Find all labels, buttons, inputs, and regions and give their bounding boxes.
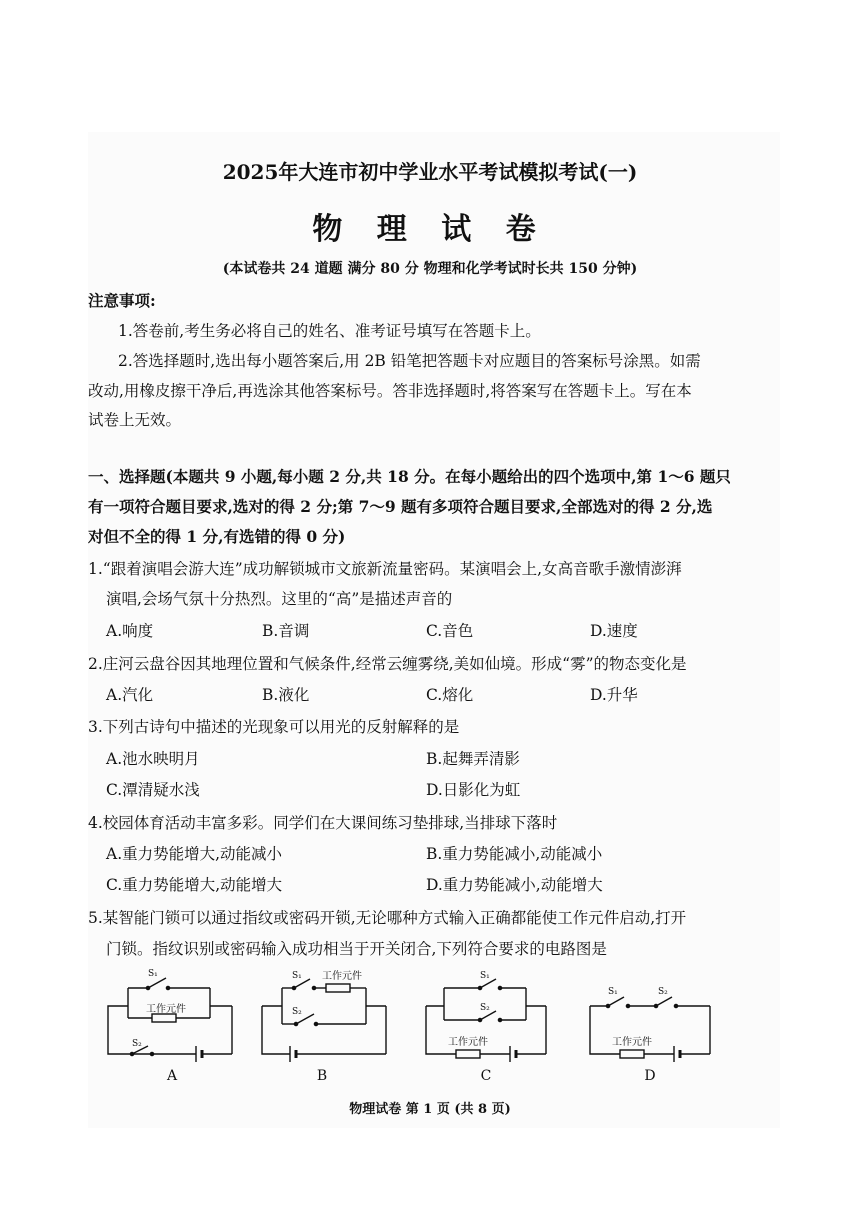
question-5-line-1: 5.某智能门锁可以通过指纹或密码开锁,无论哪种方式输入正确都能使工作元件启动,打开 [88,909,687,927]
circuit-a-label: A [166,1068,178,1084]
circuit-a-diagram [104,966,238,1066]
circuit-b-label: B [316,1068,328,1084]
question-2-option-b: B.液化 [262,686,310,704]
circuit-d-s2-label: S₂ [658,987,668,997]
question-5-line-2: 门锁。指纹识别或密码输入成功相当于开关闭合,下列符合要求的电路图是 [106,940,607,958]
question-2-option-d: D.升华 [590,686,638,704]
question-2-option-a: A.汽化 [106,686,154,704]
circuit-c-s2-label: S₂ [480,1003,490,1013]
notice-item-2-line-1: 2.答选择题时,选出每小题答案后,用 2B 铅笔把答题卡对应题目的答案标号涂黑。如需 [118,352,701,370]
question-3-line-1: 3.下列古诗句中描述的光现象可以用光的反射解释的是 [88,718,460,736]
circuit-b-element-label: 工作元件 [322,971,362,982]
exam-subtitle: (本试卷共 24 道题 满分 80 分 物理和化学考试时长共 150 分钟) [222,261,638,277]
question-1-option-d: D.速度 [590,622,638,640]
circuit-d-label: D [644,1068,656,1084]
circuit-d-s1-label: S₁ [608,987,618,997]
question-2-option-c: C.熔化 [426,686,474,704]
question-3-option-a: A.池水映明月 [106,750,200,768]
circuit-c-label: C [480,1068,492,1084]
notice-item-2-line-3: 试卷上无效。 [88,411,182,429]
subject-title: 物 理 试 卷 [312,212,548,247]
circuit-a-s1-label: S₁ [148,969,158,979]
circuit-a-element-label: 工作元件 [146,1004,186,1015]
section-1-line-1: 一、选择题(本题共 9 小题,每小题 2 分,共 18 分。在每小题给出的四个选项中,第 1～6 题只 [88,467,731,486]
circuit-c-s1-label: S₁ [480,971,490,981]
question-1-line-2: 演唱,会场气氛十分热烈。这里的“高”是描述声音的 [106,590,453,608]
question-1-option-b: B.音调 [262,622,310,640]
circuit-d-diagram [586,966,720,1066]
question-4-option-d: D.重力势能减小,动能增大 [426,876,603,894]
circuit-a-s2-label: S₂ [132,1039,142,1049]
question-4-option-b: B.重力势能减小,动能减小 [426,845,603,863]
notice-item-1: 1.答卷前,考生务必将自己的姓名、准考证号填写在答题卡上。 [118,322,541,340]
question-4-option-a: A.重力势能增大,动能减小 [106,845,283,863]
question-4-option-c: C.重力势能增大,动能增大 [106,876,283,894]
page-footer: 物理试卷 第 1 页 (共 8 页) [349,1102,511,1117]
section-1-line-2: 有一项符合题目要求,选对的得 2 分;第 7～9 题有多项符合题目要求,全部选对的得 2 分,选 [88,497,713,516]
section-1-line-3: 对但不全的得 1 分,有选错的得 0 分) [88,527,346,546]
question-4-line-1: 4.校园体育活动丰富多彩。同学们在大课间练习垫排球,当排球下落时 [88,814,558,832]
question-2-line-1: 2.庄河云盘谷因其地理位置和气候条件,经常云缠雾绕,美如仙境。形成“雾”的物态变化是 [88,655,687,673]
question-3-option-b: B.起舞弄清影 [426,750,520,768]
notice-item-2-line-2: 改动,用橡皮擦干净后,再选涂其他答案标号。答非选择题时,将答案写在答题卡上。写在本 [88,382,692,400]
exam-title: 2025年大连市初中学业水平考试模拟考试(一) [222,160,638,184]
circuit-c-diagram [422,966,556,1066]
circuit-b-diagram [258,966,392,1066]
circuit-c-element-label: 工作元件 [448,1037,488,1048]
question-1-line-1: 1.“跟着演唱会游大连”成功解锁城市文旅新流量密码。某演唱会上,女高音歌手激情澎湃 [88,560,682,578]
circuit-b-s1-label: S₁ [292,971,302,981]
question-3-option-c: C.潭清疑水浅 [106,781,200,799]
circuit-b-s2-label: S₂ [292,1007,302,1017]
notice-heading: 注意事项: [88,291,156,310]
circuit-d-element-label: 工作元件 [612,1037,652,1048]
question-1-option-a: A.响度 [106,622,154,640]
question-3-option-d: D.日影化为虹 [426,781,521,799]
question-1-option-c: C.音色 [426,622,474,640]
